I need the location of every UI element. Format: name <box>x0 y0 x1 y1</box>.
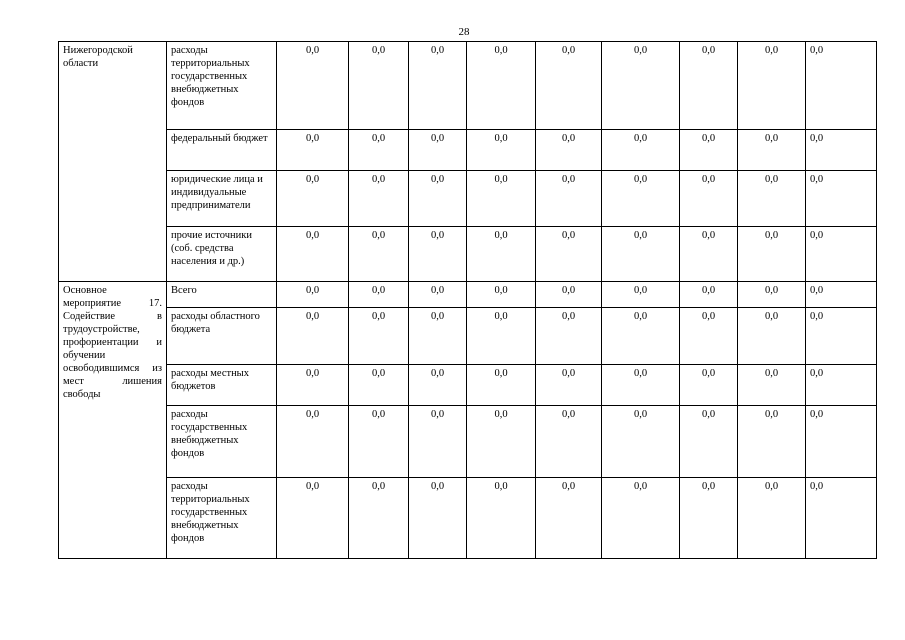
value-cell: 0,0 <box>738 365 806 406</box>
value-cell: 0,0 <box>467 282 536 308</box>
value-cell: 0,0 <box>680 365 738 406</box>
value-cell: 0,0 <box>602 282 680 308</box>
value-cell: 0,0 <box>409 308 467 365</box>
value-cell: 0,0 <box>409 406 467 478</box>
financing-table <box>58 41 877 559</box>
table-row <box>59 282 877 308</box>
value-cell: 0,0 <box>536 42 602 130</box>
value-cell: 0,0 <box>277 42 349 130</box>
activity-cell: Нижегородской области <box>59 42 167 282</box>
value-cell: 0,0 <box>349 365 409 406</box>
value-cell: 0,0 <box>467 171 536 227</box>
value-cell: 0,0 <box>680 308 738 365</box>
value-cell: 0,0 <box>467 308 536 365</box>
value-cell: 0,0 <box>277 227 349 282</box>
value-cell: 0,0 <box>536 130 602 171</box>
value-cell: 0,0 <box>467 365 536 406</box>
value-cell: 0,0 <box>738 42 806 130</box>
value-cell: 0,0 <box>680 130 738 171</box>
value-cell: 0,0 <box>349 406 409 478</box>
value-cell: 0,0 <box>536 365 602 406</box>
value-cell: 0,0 <box>738 406 806 478</box>
value-cell: 0,0 <box>536 171 602 227</box>
value-cell: 0,0 <box>467 42 536 130</box>
value-cell: 0,0 <box>806 308 877 365</box>
funding-source-cell: прочие источники (соб. средства населения и др.) <box>167 227 277 282</box>
funding-source-cell: Всего <box>167 282 277 308</box>
value-cell: 0,0 <box>738 130 806 171</box>
funding-source-cell: федеральный бюджет <box>167 130 277 171</box>
value-cell: 0,0 <box>680 406 738 478</box>
value-cell: 0,0 <box>738 227 806 282</box>
value-cell: 0,0 <box>602 171 680 227</box>
value-cell: 0,0 <box>602 42 680 130</box>
value-cell: 0,0 <box>467 406 536 478</box>
value-cell: 0,0 <box>277 406 349 478</box>
value-cell: 0,0 <box>409 478 467 559</box>
value-cell: 0,0 <box>277 171 349 227</box>
value-cell: 0,0 <box>349 130 409 171</box>
funding-source-cell: юридические лица и индивидуальные предприниматели <box>167 171 277 227</box>
value-cell: 0,0 <box>680 478 738 559</box>
activity-cell: Основное мероприятие 17. Содействие в трудоустройстве, профориентации и обучении освободившимся из мест лишения свободы <box>59 282 167 559</box>
value-cell: 0,0 <box>738 282 806 308</box>
value-cell: 0,0 <box>806 171 877 227</box>
value-cell: 0,0 <box>277 130 349 171</box>
value-cell: 0,0 <box>349 282 409 308</box>
value-cell: 0,0 <box>806 42 877 130</box>
value-cell: 0,0 <box>349 308 409 365</box>
table-row <box>59 227 877 282</box>
value-cell: 0,0 <box>738 478 806 559</box>
value-cell: 0,0 <box>806 282 877 308</box>
funding-source-cell: расходы государственных внебюджетных фондов <box>167 406 277 478</box>
table-row <box>59 308 877 365</box>
value-cell: 0,0 <box>680 282 738 308</box>
value-cell: 0,0 <box>806 478 877 559</box>
value-cell: 0,0 <box>349 42 409 130</box>
value-cell: 0,0 <box>349 171 409 227</box>
value-cell: 0,0 <box>409 42 467 130</box>
funding-source-cell: расходы областного бюджета <box>167 308 277 365</box>
value-cell: 0,0 <box>467 478 536 559</box>
table-row <box>59 365 877 406</box>
value-cell: 0,0 <box>536 478 602 559</box>
value-cell: 0,0 <box>349 478 409 559</box>
value-cell: 0,0 <box>277 282 349 308</box>
value-cell: 0,0 <box>467 227 536 282</box>
table-row <box>59 478 877 559</box>
value-cell: 0,0 <box>806 406 877 478</box>
value-cell: 0,0 <box>536 406 602 478</box>
table-row <box>59 406 877 478</box>
funding-source-cell: расходы территориальных государственных внебюджетных фондов <box>167 478 277 559</box>
table-row <box>59 42 877 130</box>
value-cell: 0,0 <box>738 308 806 365</box>
funding-source-cell: расходы территориальных государственных внебюджетных фондов <box>167 42 277 130</box>
value-cell: 0,0 <box>536 227 602 282</box>
value-cell: 0,0 <box>738 171 806 227</box>
table-row <box>59 171 877 227</box>
funding-source-cell: расходы местных бюджетов <box>167 365 277 406</box>
value-cell: 0,0 <box>680 227 738 282</box>
value-cell: 0,0 <box>409 365 467 406</box>
value-cell: 0,0 <box>277 478 349 559</box>
table-row <box>59 130 877 171</box>
value-cell: 0,0 <box>806 130 877 171</box>
page-number: 28 <box>458 26 470 38</box>
value-cell: 0,0 <box>602 365 680 406</box>
value-cell: 0,0 <box>409 130 467 171</box>
value-cell: 0,0 <box>806 227 877 282</box>
value-cell: 0,0 <box>602 308 680 365</box>
value-cell: 0,0 <box>680 171 738 227</box>
value-cell: 0,0 <box>536 282 602 308</box>
value-cell: 0,0 <box>277 308 349 365</box>
value-cell: 0,0 <box>349 227 409 282</box>
value-cell: 0,0 <box>806 365 877 406</box>
value-cell: 0,0 <box>409 227 467 282</box>
value-cell: 0,0 <box>536 308 602 365</box>
value-cell: 0,0 <box>467 130 536 171</box>
value-cell: 0,0 <box>602 227 680 282</box>
value-cell: 0,0 <box>409 171 467 227</box>
value-cell: 0,0 <box>409 282 467 308</box>
value-cell: 0,0 <box>680 42 738 130</box>
value-cell: 0,0 <box>602 130 680 171</box>
value-cell: 0,0 <box>602 478 680 559</box>
value-cell: 0,0 <box>602 406 680 478</box>
value-cell: 0,0 <box>277 365 349 406</box>
